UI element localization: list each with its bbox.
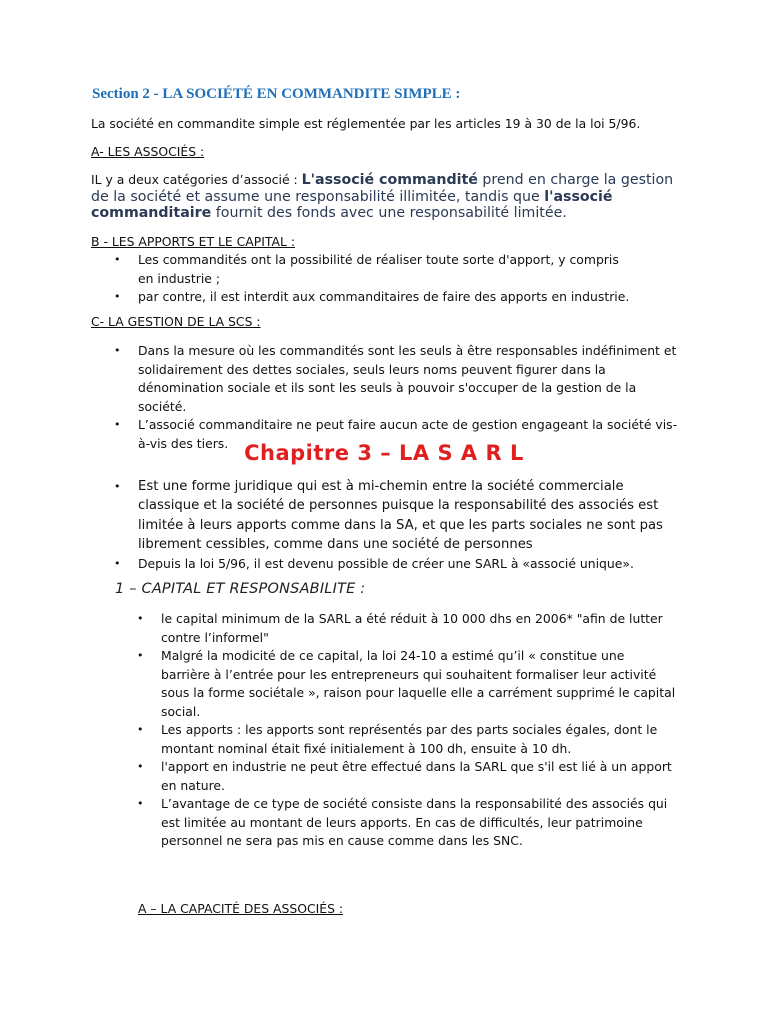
list-item: • Dans la mesure où les commandités sont les seuls à être responsables indéfiniment et solidairement des dettes sociales, seuls leurs noms peuvent figurer dans la dénomination sociale et ils sont les seuls à pouvoir s'occuper de la gestion de la société. xyxy=(114,343,677,414)
list-item: • Depuis la loi 5/96, il est devenu possible de créer une SARL à «associé unique». xyxy=(138,554,683,573)
apports-list xyxy=(114,251,638,307)
list-item: • l'apport en industrie ne peut être effectué dans la SARL que s'il est lié à un apport en nature. xyxy=(137,759,672,793)
bullet-icon: • xyxy=(114,418,121,431)
bullet-icon: • xyxy=(137,760,144,773)
list-item: • Les commandités ont la possibilité de réaliser toute sorte d'apport, y compris en industrie ; xyxy=(114,252,619,286)
list-item: • Est une forme juridique qui est à mi-chemin entre la société commerciale classique et la société de personnes puisque la responsabilité des associés est limitée à leurs apports comme dans la SA, et que les parts sociales ne sont pas librement cessibles, comme dans une société de personnes xyxy=(114,479,663,552)
bullet-icon: • xyxy=(114,480,121,493)
associes-paragraph xyxy=(91,172,681,222)
bullet-icon: • xyxy=(114,557,121,571)
list-item: • par contre, il est interdit aux commanditaires de faire des apports en industrie. xyxy=(138,288,638,307)
capacite-heading: A – LA CAPACITÉ DES ASSOCIÉS : xyxy=(138,901,344,916)
bullet-icon: • xyxy=(114,253,121,266)
bullet-icon: • xyxy=(137,649,144,662)
bullet-icon: • xyxy=(114,344,121,357)
associes-end: fournit des fonds avec une responsabilité limitée. xyxy=(211,205,567,221)
term-commanditaire: l'associé commanditaire xyxy=(91,188,613,221)
bullet-icon: • xyxy=(114,290,121,303)
bullet-icon: • xyxy=(137,797,144,810)
associes-mid: prend en charge la gestion de la société et assume une responsabilité illimitée, tandis que xyxy=(91,172,674,205)
capital-list xyxy=(137,610,676,851)
apports-heading: B - LES APPORTS ET LE CAPITAL : xyxy=(91,234,295,249)
bullet-icon: • xyxy=(137,612,144,625)
chapter-list xyxy=(114,477,683,573)
list-item: • L’associé commanditaire ne peut faire aucun acte de gestion engageant la société vis-à-vis des tiers. xyxy=(114,417,678,451)
chapter-title: Chapitre 3 – LA S A R L xyxy=(244,441,524,465)
list-item: • L’avantage de ce type de société consiste dans la responsabilité des associés qui est limitée au montant de leurs apports. En cas de difficultés, leur patrimoine personnel ne sera pas mis en cause comme dans les SNC. xyxy=(137,796,668,848)
associes-lead: IL y a deux catégories d’associé : xyxy=(91,172,302,187)
list-item: • Malgré la modicité de ce capital, la loi 24-10 a estimé qu’il « constitue une barrière à l’entrée pour les entrepreneurs qui souhaitent formaliser leur activité sous la forme sociétale », raison pour laquelle elle a carrément supprimé le capital social. xyxy=(137,648,676,719)
section-title: Section 2 - LA SOCIÉTÉ EN COMMANDITE SIMPLE : xyxy=(92,86,461,102)
gestion-heading: C- LA GESTION DE LA SCS : xyxy=(91,314,261,329)
list-item: • Les apports : les apports sont représentés par des parts sociales égales, dont le montant nominal était fixé initialement à 100 dh, ensuite à 10 dh. xyxy=(137,722,658,756)
list-item: • le capital minimum de la SARL a été réduit à 10 000 dhs en 2006* "afin de lutter contre l’informel" xyxy=(137,611,663,645)
bullet-icon: • xyxy=(137,723,144,736)
associes-heading: A- LES ASSOCIÉS : xyxy=(91,144,205,159)
capital-title: 1 – CAPITAL ET RESPONSABILITE : xyxy=(115,581,366,597)
section-intro: La société en commandite simple est réglementée par les articles 19 à 30 de la loi 5/96. xyxy=(91,116,641,131)
gestion-list xyxy=(114,342,678,453)
term-commandite: L'associé commandité xyxy=(301,172,478,188)
